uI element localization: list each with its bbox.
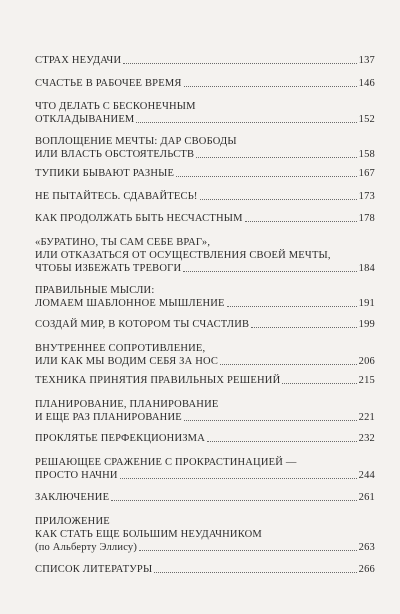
toc-entry xyxy=(35,212,375,225)
toc-page-number: 263 xyxy=(358,542,375,553)
toc-entry-title: РЕШАЮЩЕЕ СРАЖЕНИЕ С ПРОКРАСТИНАЦИЕЙ — xyxy=(35,457,297,468)
toc-page-number: 178 xyxy=(358,213,375,224)
toc-entry-title: ПЛАНИРОВАНИЕ, ПЛАНИРОВАНИЕ xyxy=(35,399,219,410)
toc-page-number: 206 xyxy=(358,356,375,367)
toc-entry-title: ВОПЛОЩЕНИЕ МЕЧТЫ: ДАР СВОБОДЫ xyxy=(35,136,237,147)
toc-entry-title: ЗАКЛЮЧЕНИЕ xyxy=(35,492,110,503)
toc-page-number: 232 xyxy=(358,433,375,444)
toc-leader-dots xyxy=(251,326,356,328)
toc-entry xyxy=(35,318,375,331)
toc-leader-dots xyxy=(196,156,356,158)
toc-entry xyxy=(35,491,375,504)
toc-entry xyxy=(35,190,375,203)
toc-leader-dots xyxy=(136,121,356,123)
toc-entry-title: (по Альберту Эллису) xyxy=(35,542,138,553)
toc-entry-title: «БУРАТИНО, ТЫ САМ СЕБЕ ВРАГ», xyxy=(35,237,211,248)
toc-entry-title: СПИСОК ЛИТЕРАТУРЫ xyxy=(35,564,153,575)
toc-entry xyxy=(35,563,375,576)
toc-page-number: 221 xyxy=(358,412,375,423)
toc-entry-title: ТЕХНИКА ПРИНЯТИЯ ПРАВИЛЬНЫХ РЕШЕНИЙ xyxy=(35,375,281,386)
toc-page-number: 146 xyxy=(358,78,375,89)
toc-entry xyxy=(35,456,375,482)
toc-page-number: 173 xyxy=(358,191,375,202)
toc-leader-dots xyxy=(111,499,356,501)
toc-entry xyxy=(35,398,375,424)
toc-leader-dots xyxy=(120,477,357,479)
toc-leader-dots xyxy=(154,571,356,573)
toc-entry-title: ИЛИ ОТКАЗАТЬСЯ ОТ ОСУЩЕСТВЛЕНИЯ СВОЕЙ МЕЧТЫ, xyxy=(35,250,331,261)
toc-leader-dots xyxy=(200,198,357,200)
toc-entry xyxy=(35,77,375,90)
toc-entry xyxy=(35,342,375,368)
toc-leader-dots xyxy=(207,440,357,442)
toc-entry xyxy=(35,374,375,387)
toc-leader-dots xyxy=(227,305,357,307)
toc-entry-title: ВНУТРЕННЕЕ СОПРОТИВЛЕНИЕ, xyxy=(35,343,206,354)
toc-entry xyxy=(35,135,375,161)
toc-leader-dots xyxy=(245,220,357,222)
toc-entry xyxy=(35,515,375,554)
toc-entry-title: ПРИЛОЖЕНИЕ xyxy=(35,516,110,527)
toc-page-number: 152 xyxy=(358,114,375,125)
toc-page-number: 215 xyxy=(358,375,375,386)
toc-entry xyxy=(35,167,375,180)
toc-page-number: 244 xyxy=(358,470,375,481)
toc-entry xyxy=(35,100,375,126)
toc-entry-title: ПРАВИЛЬНЫЕ МЫСЛИ: xyxy=(35,285,155,296)
toc-leader-dots xyxy=(184,419,357,421)
toc-entry xyxy=(35,432,375,445)
toc-entry-title: ЧТОБЫ ИЗБЕЖАТЬ ТРЕВОГИ xyxy=(35,263,182,274)
toc-page-number: 191 xyxy=(358,298,375,309)
toc-entry-title: СЧАСТЬЕ В РАБОЧЕЕ ВРЕМЯ xyxy=(35,78,182,89)
toc-leader-dots xyxy=(183,270,356,272)
toc-entry-title: ЛОМАЕМ ШАБЛОННОЕ МЫШЛЕНИЕ xyxy=(35,298,225,309)
toc-page-number: 199 xyxy=(358,319,375,330)
toc-entry-title: КАК ПРОДОЛЖАТЬ БЫТЬ НЕСЧАСТНЫМ xyxy=(35,213,243,224)
toc-leader-dots xyxy=(139,549,357,551)
toc-entry xyxy=(35,284,375,310)
toc-page-number: 266 xyxy=(358,564,375,575)
toc-entry-title: И ЕЩЕ РАЗ ПЛАНИРОВАНИЕ xyxy=(35,412,182,423)
toc-entry xyxy=(35,236,375,275)
toc-page-number: 167 xyxy=(358,168,375,179)
toc-entry-title: ПРОКЛЯТЬЕ ПЕРФЕКЦИОНИЗМА xyxy=(35,433,206,444)
toc-leader-dots xyxy=(282,382,356,384)
toc-entry-title: ПРОСТО НАЧНИ xyxy=(35,470,118,481)
toc-entry-title: ТУПИКИ БЫВАЮТ РАЗНЫЕ xyxy=(35,168,175,179)
toc-entry-title: НЕ ПЫТАЙТЕСЬ. СДАВАЙТЕСЬ! xyxy=(35,191,198,202)
toc-page-number: 261 xyxy=(358,492,375,503)
toc-page-number: 184 xyxy=(358,263,375,274)
toc-leader-dots xyxy=(184,85,357,87)
toc-page-number: 137 xyxy=(358,55,375,66)
toc-leader-dots xyxy=(123,62,356,64)
toc-leader-dots xyxy=(176,175,357,177)
toc-leader-dots xyxy=(220,363,357,365)
toc-entry-title: ИЛИ КАК МЫ ВОДИМ СЕБЯ ЗА НОС xyxy=(35,356,219,367)
toc-entry-title: КАК СТАТЬ ЕЩЕ БОЛЬШИМ НЕУДАЧНИКОМ xyxy=(35,529,262,540)
toc-entry-title: СТРАХ НЕУДАЧИ xyxy=(35,55,122,66)
toc-page-number: 158 xyxy=(358,149,375,160)
toc-entry xyxy=(35,54,375,67)
toc-entry-title: ОТКЛАДЫВАНИЕМ xyxy=(35,114,135,125)
toc-entry-title: ИЛИ ВЛАСТЬ ОБСТОЯТЕЛЬСТВ xyxy=(35,149,195,160)
toc-entry-title: ЧТО ДЕЛАТЬ С БЕСКОНЕЧНЫМ xyxy=(35,101,196,112)
toc-entry-title: СОЗДАЙ МИР, В КОТОРОМ ТЫ СЧАСТЛИВ xyxy=(35,319,250,330)
